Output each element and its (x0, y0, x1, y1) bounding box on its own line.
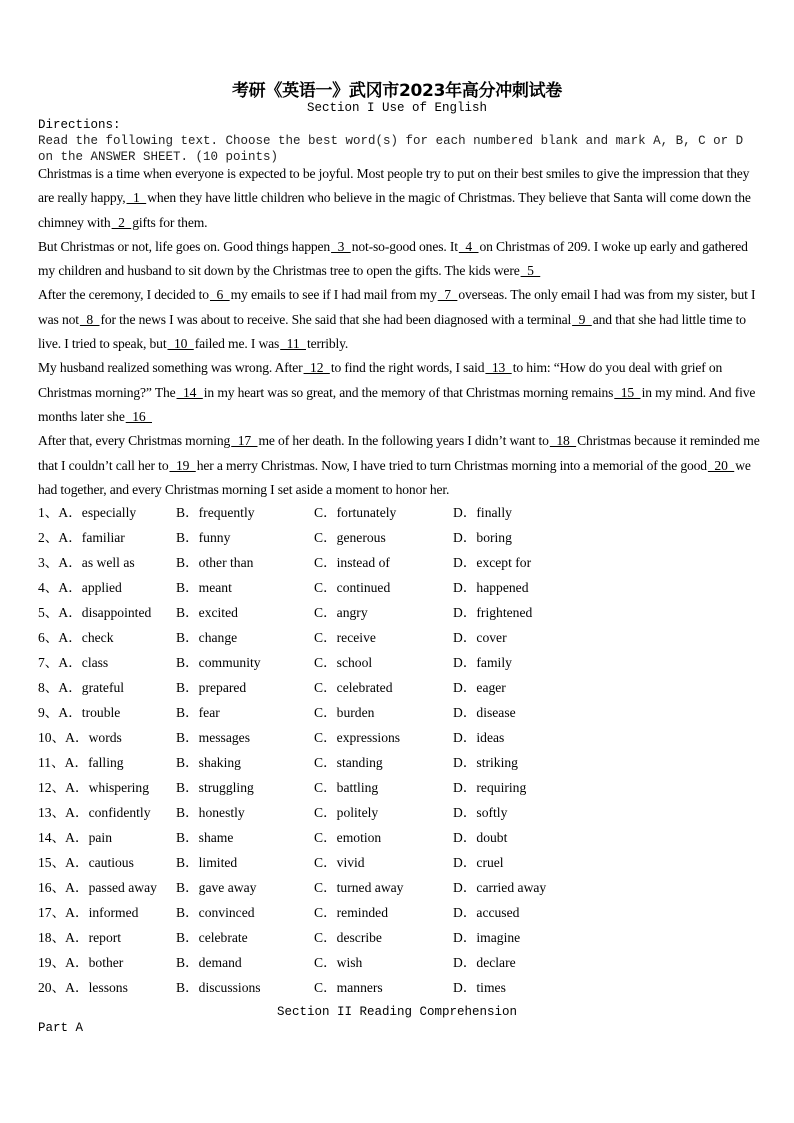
option-a: 10、A．words (38, 730, 122, 745)
option-b: B．funny (176, 530, 231, 545)
option-a: 7、A．class (38, 655, 109, 670)
question-row (38, 850, 758, 875)
option-b: B．prepared (176, 680, 247, 695)
numbered-blank: 8 (79, 311, 100, 327)
option-b: B．shame (176, 830, 234, 845)
option-c: C．celebrated (314, 680, 393, 695)
option-a: 6、A．check (38, 630, 114, 645)
option-d: D．striking (453, 755, 518, 770)
option-c: C．reminded (314, 905, 388, 920)
option-d: D．carried away (453, 880, 547, 895)
passage-text: not-so-good ones. It (351, 238, 458, 254)
question-row (38, 925, 758, 950)
option-c: C．instead of (314, 555, 390, 570)
question-row (38, 800, 758, 825)
numbered-blank: 6 (209, 287, 230, 303)
option-a: 18、A．report (38, 930, 122, 945)
option-d: D．happened (453, 580, 529, 595)
option-d: D．except for (453, 555, 532, 570)
option-b: B．gave away (176, 880, 257, 895)
option-c: C．manners (314, 980, 383, 995)
question-row (38, 950, 758, 975)
passage-text: Christmas is a time when everyone is expected to be joyful. Most people try to put on their best smiles to give the impression that they are really happy, (38, 166, 750, 206)
option-a: 17、A．informed (38, 905, 139, 920)
option-b: B．community (176, 655, 261, 670)
numbered-blank: 16 (125, 408, 152, 424)
option-d: D．finally (453, 505, 512, 520)
numbered-blank: 1 (126, 190, 147, 206)
directions-label: Directions: (38, 118, 121, 132)
option-d: D．family (453, 655, 512, 670)
numbered-blank: 15 (614, 384, 641, 400)
option-b: B．limited (176, 855, 238, 870)
option-c: C．wish (314, 955, 363, 970)
option-c: C．expressions (314, 730, 401, 745)
option-a: 20、A．lessons (38, 980, 128, 995)
option-b: B．fear (176, 705, 220, 720)
passage-text: her a merry Christmas. Now, I have tried to turn Christmas morning into a memorial of the good (196, 457, 707, 473)
option-b: B．frequently (176, 505, 255, 520)
question-row (38, 650, 758, 675)
question-row (38, 600, 758, 625)
option-a: 1、A．especially (38, 505, 137, 520)
passage-text: and that she had little time to live. I tried to speak, but (38, 311, 746, 352)
numbered-blank: 17 (231, 433, 258, 449)
option-c: C．receive (314, 630, 376, 645)
option-d: D．cruel (453, 855, 504, 870)
option-d: D．eager (453, 680, 506, 695)
passage-text: my emails to see if I had mail from my (230, 287, 437, 303)
numbered-blank: 11 (280, 336, 306, 352)
passage-text: gifts for them. (132, 214, 208, 230)
option-b: B．change (176, 630, 238, 645)
option-c: C．generous (314, 530, 386, 545)
question-row (38, 750, 758, 775)
question-row (38, 700, 758, 725)
option-b: B．messages (176, 730, 251, 745)
question-row (38, 575, 758, 600)
option-b: B．discussions (176, 980, 261, 995)
passage-paragraph (38, 356, 760, 429)
option-c: C．continued (314, 580, 391, 595)
option-b: B．struggling (176, 780, 254, 795)
option-c: C．school (314, 655, 373, 670)
question-row (38, 725, 758, 750)
passage-text: After that, every Christmas morning (38, 433, 231, 449)
option-c: C．turned away (314, 880, 404, 895)
passage-text: to find the right words, I said (330, 360, 485, 376)
passage-paragraph (38, 283, 760, 356)
option-d: D．doubt (453, 830, 508, 845)
option-a: 8、A．grateful (38, 680, 125, 695)
passage-text: failed me. I was (194, 336, 280, 352)
option-b: B．demand (176, 955, 242, 970)
option-a: 13、A．confidently (38, 805, 151, 820)
option-a: 5、A．disappointed (38, 605, 152, 620)
option-d: D．boring (453, 530, 512, 545)
numbered-blank: 12 (303, 360, 330, 376)
numbered-blank: 2 (111, 214, 132, 230)
option-a: 3、A．as well as (38, 555, 135, 570)
passage-text: Christmas because it reminded me that I couldn’t call her to (38, 433, 760, 473)
option-a: 9、A．trouble (38, 705, 121, 720)
question-options-list (38, 500, 758, 1000)
passage-text: terribly. (306, 336, 349, 352)
option-a: 12、A．whispering (38, 780, 150, 795)
option-a: 14、A．pain (38, 830, 113, 845)
question-row (38, 825, 758, 850)
option-d: D．ideas (453, 730, 505, 745)
option-a: 19、A．bother (38, 955, 124, 970)
option-d: D．frightened (453, 605, 533, 620)
option-b: B．honestly (176, 805, 245, 820)
option-d: D．times (453, 980, 506, 995)
numbered-blank: 20 (707, 457, 735, 473)
question-row (38, 525, 758, 550)
option-b: B．convinced (176, 905, 255, 920)
question-row (38, 775, 758, 800)
passage-text: But Christmas or not, life goes on. Good things happen (38, 238, 331, 254)
numbered-blank: 7 (437, 287, 458, 303)
part-a-label: Part A (38, 1021, 84, 1035)
option-d: D．disease (453, 705, 516, 720)
option-d: D．imagine (453, 930, 521, 945)
option-d: D．requiring (453, 780, 527, 795)
numbered-blank: 10 (167, 336, 194, 352)
option-b: B．shaking (176, 755, 241, 770)
option-c: C．describe (314, 930, 382, 945)
option-c: C．standing (314, 755, 383, 770)
option-a: 4、A．applied (38, 580, 122, 595)
passage-text: After the ceremony, I decided to (38, 287, 209, 303)
numbered-blank: 4 (458, 238, 479, 254)
passage-text: when they have little children who believe in the magic of Christmas. They believe that Santa will come down the chimney with (38, 190, 751, 230)
option-b: B．celebrate (176, 930, 248, 945)
numbered-blank: 3 (331, 238, 351, 254)
numbered-blank: 5 (520, 263, 541, 279)
option-d: D．declare (453, 955, 516, 970)
exam-title: 考研《英语一》武冈市2023年高分冲刺试卷 (231, 81, 562, 101)
option-a: 2、A．familiar (38, 530, 125, 545)
numbered-blank: 13 (485, 360, 512, 376)
option-c: C．fortunately (314, 505, 397, 520)
numbered-blank: 9 (572, 311, 592, 327)
question-row (38, 875, 758, 900)
numbered-blank: 19 (169, 457, 196, 473)
question-row (38, 900, 758, 925)
option-d: D．softly (453, 805, 508, 820)
question-row (38, 625, 758, 650)
option-a: 16、A．passed away (38, 880, 157, 895)
option-c: C．burden (314, 705, 375, 720)
option-d: D．cover (453, 630, 507, 645)
option-c: C．angry (314, 605, 368, 620)
passage-text: on Christmas of 209. I woke up early and gathered my children and husband to sit down by the Christmas tree to open the gifts. The kids were (38, 238, 748, 279)
section-2-title: Section II Reading Comprehension (276, 1005, 518, 1019)
question-row (38, 975, 758, 1000)
passage-text: for the news I was about to receive. She said that she had been diagnosed with a terminal (100, 311, 572, 327)
passage-text: to him: “How do you deal with grief on Christmas morning?” The (38, 360, 723, 400)
option-b: B．meant (176, 580, 232, 595)
option-a: 11、A．falling (38, 755, 124, 770)
directions-text: Read the following text. Choose the best word(s) for each numbered blank and mark A, B, C or D on the ANSWER SHEET. (10 points) (38, 134, 744, 164)
question-row (38, 675, 758, 700)
passage-paragraph (38, 235, 760, 284)
option-b: B．excited (176, 605, 238, 620)
option-b: B．other than (176, 555, 254, 570)
cloze-passage (38, 162, 760, 502)
passage-paragraph (38, 429, 760, 502)
option-c: C．emotion (314, 830, 382, 845)
option-c: C．battling (314, 780, 379, 795)
numbered-blank: 14 (176, 384, 203, 400)
passage-paragraph (38, 162, 760, 235)
option-c: C．vivid (314, 855, 365, 870)
passage-text: overseas. The only email I had was from my sister, but I was not (38, 287, 756, 327)
question-row (38, 500, 758, 525)
option-a: 15、A．cautious (38, 855, 134, 870)
passage-text: in my mind. And five months later she (38, 384, 756, 424)
option-c: C．politely (314, 805, 379, 820)
passage-text: me of her death. In the following years I didn’t want to (258, 433, 549, 449)
question-row (38, 550, 758, 575)
option-d: D．accused (453, 905, 520, 920)
section-1-title: Section I Use of English (306, 101, 488, 115)
passage-text: we had together, and every Christmas morning I set aside a moment to honor her. (38, 457, 751, 497)
passage-text: in my heart was so great, and the memory of that Christmas morning remains (203, 384, 614, 400)
numbered-blank: 18 (549, 433, 577, 449)
passage-text: My husband realized something was wrong. After (38, 360, 303, 376)
